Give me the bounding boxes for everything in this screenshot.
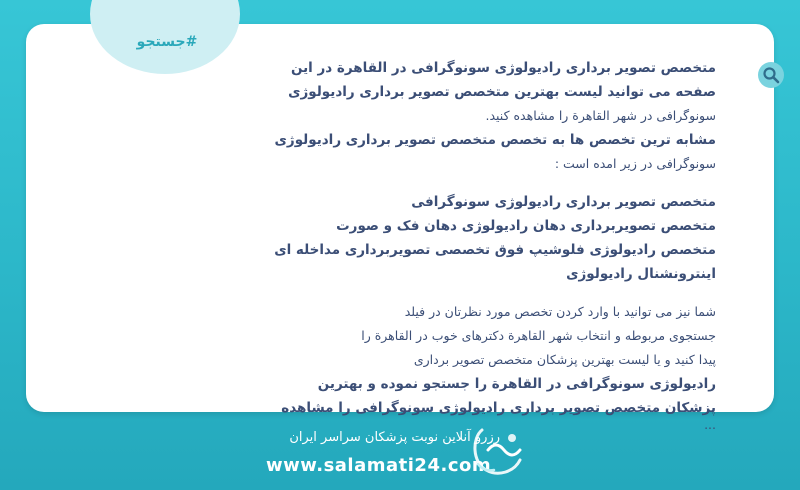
closing-ellipsis: ... — [704, 417, 716, 432]
similar-line-1: مشابه ترین تخصص ها به تخصص متخصص تصویر برداری رادیولوژی — [274, 132, 716, 148]
intro-line-2: صفحه می توانید لیست بهترین متخصص تصویر برداری رادیولوژی — [288, 84, 716, 100]
footer-url[interactable]: www.salamati24.com — [266, 455, 492, 476]
article-body — [246, 56, 716, 430]
similar-line-2: سونوگرافی در زیر امده است : — [554, 156, 716, 171]
footer-tagline: رزرو آنلاین نوبت پزشکان سراسر ایران — [289, 430, 500, 445]
specialty-link[interactable]: متخصص تصویر برداری رادیولوژی سونوگرافی — [411, 194, 716, 210]
intro-line-1: متخصص تصویر برداری رادیولوژی سونوگرافی در القاهرة در این — [290, 60, 716, 76]
search-tag[interactable]: #جستجو — [136, 34, 198, 50]
hint-line-3: پیدا کنید و یا لیست بهترین پزشکان متخصص تصویر برداری — [413, 352, 716, 367]
hint-line-1: شما نیز می توانید با وارد کردن تخصص مورد نظرتان در فیلد — [404, 304, 716, 319]
content-card — [26, 24, 774, 432]
closing-line-2: پزشکان متخصص تصویر برداری رادیولوژی سونوگرافی را مشاهده — [281, 400, 716, 416]
hint-line-2: جستجوی مربوطه و انتخاب شهر القاهرة دکترهای خوب در القاهرة را — [361, 328, 716, 343]
salamati-logo — [468, 424, 530, 480]
search-icon[interactable] — [758, 62, 784, 88]
specialty-link[interactable]: متخصص رادیولوژی فلوشیپ فوق تخصصی تصویربرداری مداخله ای — [274, 242, 716, 258]
closing-line-1: رادیولوژی سونوگرافی در القاهرة را جستجو نموده و بهترین — [317, 376, 716, 392]
intro-line-3: سونوگرافی در شهر القاهرة را مشاهده کنید. — [485, 108, 716, 123]
specialty-link[interactable]: متخصص تصویربرداری دهان رادیولوژی دهان فک و صورت — [336, 218, 716, 234]
specialty-link[interactable]: اینترونشنال رادیولوژی — [566, 266, 716, 282]
